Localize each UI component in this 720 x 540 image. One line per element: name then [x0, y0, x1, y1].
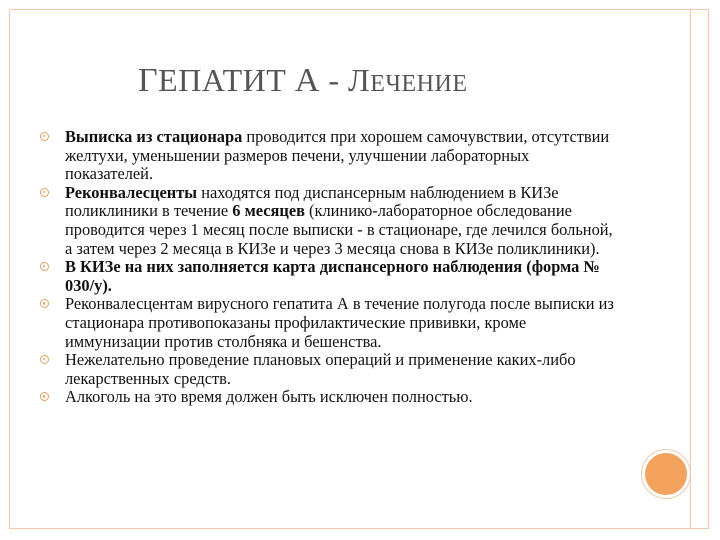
title-separator: -: [319, 62, 349, 98]
body-text: Реконвалесцентам вирусного гепатита А в течение полугода после выписки из стационара противопоказаны профилактические прививки, кроме иммунизации против столбняка и бешенства.: [65, 294, 614, 351]
title-part-3: ЕЧЕНИЕ: [370, 71, 468, 97]
body-text: находятся под диспансерным наблюдением в КИЗе поликлиники в течение: [65, 182, 559, 221]
body-text: Алкоголь на это время должен быть исключен полностью.: [65, 387, 473, 407]
bullet-ring-icon: [40, 299, 49, 308]
bullet-ring-icon: [40, 392, 49, 401]
list-item: [40, 351, 620, 388]
frame-divider-line: [690, 9, 691, 529]
body-text: проводится при хорошем самочувствии, отсутствии желтухи, уменьшении размеров печени, улучшении лабораторных показателей.: [65, 127, 610, 184]
list-item: [40, 128, 620, 184]
title-cap-3: Л: [348, 62, 371, 98]
bullet-list: [40, 128, 620, 407]
list-item: [40, 388, 620, 407]
bullet-ring-icon: [40, 132, 49, 141]
bold-text: Реконвалесценты: [65, 182, 198, 202]
list-item: [40, 184, 620, 258]
decorative-orange-circle: [642, 450, 690, 498]
bold-text: В КИЗе на них заполняется карта диспансерного наблюдения (форма № 030/у).: [65, 257, 600, 295]
list-item: [40, 295, 620, 351]
title-cap-2: А: [294, 62, 320, 99]
bullet-ring-icon: [40, 262, 49, 271]
bold-text: 6 месяцев: [232, 201, 305, 221]
title-cap-1: Г: [138, 62, 159, 99]
title-part-1: ЕПАТИТ: [158, 62, 295, 98]
body-text: Нежелательно проведение плановых операций и применение каких-либо лекарственных средств.: [65, 350, 576, 388]
bullet-ring-icon: [40, 355, 49, 364]
bold-text: Выписка из стационара: [65, 127, 243, 146]
body-text: (клинико-лабораторное обследование проводится через 1 месяц после выписки - в стационаре, где лечился больной, а затем через 2 месяца в КИЗе и через 3 месяца снова в КИЗе поликлиники).: [65, 201, 613, 258]
bullet-ring-icon: [40, 188, 49, 197]
list-item: [40, 258, 620, 295]
slide-title: [138, 62, 467, 100]
